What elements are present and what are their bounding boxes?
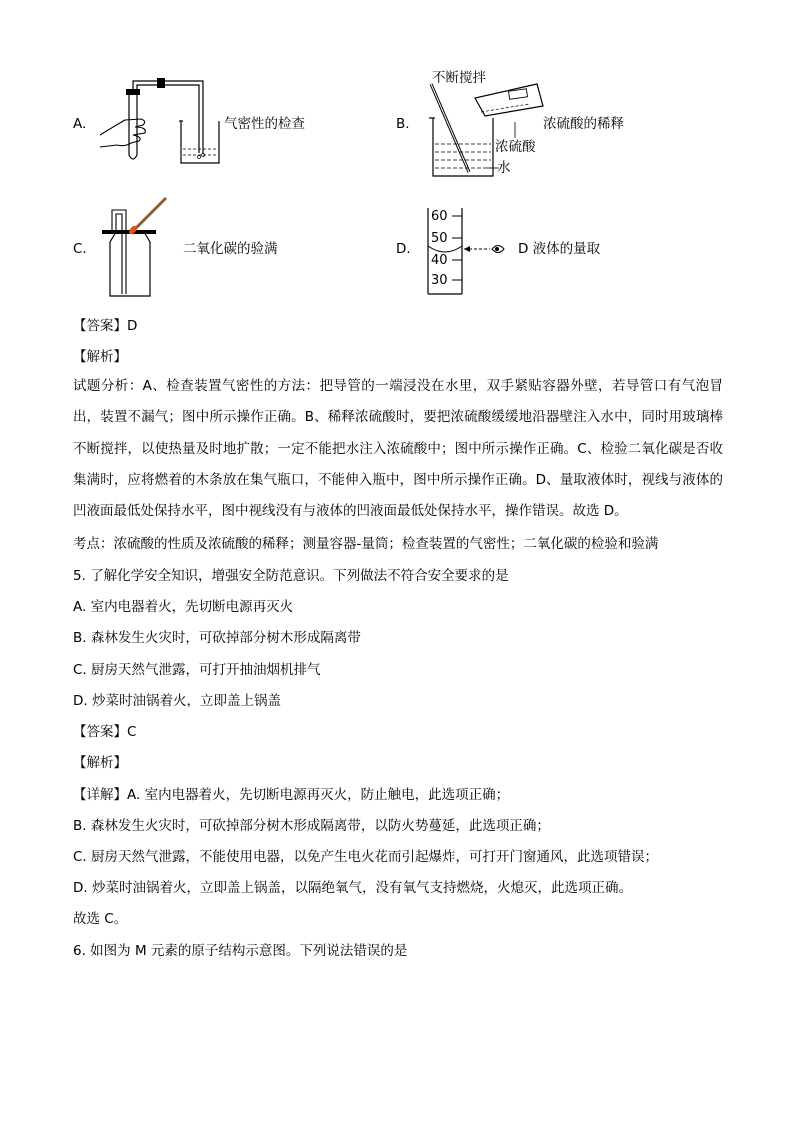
figure-a-caption: 气密性的检查 <box>224 116 305 132</box>
q5-stem: 5. 了解化学安全知识，增强安全防范意识。下列做法不符合安全要求的是 <box>73 568 509 584</box>
q5-detail-b: B. 森林发生火灾时，可砍掉部分树木形成隔离带，以防火势蔓延，此选项正确； <box>73 818 550 834</box>
scale-label-60: 60 <box>431 209 448 224</box>
option-d-letter: D. <box>396 241 411 257</box>
figure-d-caption: D 液体的量取 <box>518 241 601 257</box>
q5-option-a: A. 室内电器着火，先切断电源再灭火 <box>73 599 294 615</box>
figure-b-water-label: 水 <box>497 160 511 176</box>
scale-label-40: 40 <box>431 253 448 268</box>
dilution-figure <box>425 82 545 182</box>
q5-option-b: B. 森林发生火灾时，可砍掉部分树木形成隔离带 <box>73 630 361 646</box>
option-c-letter: C. <box>73 241 87 257</box>
q4-kaodian: 考点：浓硫酸的性质及浓硫酸的稀释；测量容器-量筒；检查装置的气密性；二氧化碳的检验和验满 <box>73 536 659 552</box>
option-a-letter: A. <box>73 116 87 132</box>
q5-option-c: C. 厨房天然气泄露，可打开抽油烟机排气 <box>73 662 321 678</box>
q6-stem: 6. 如图为 M 元素的原子结构示意图。下列说法错误的是 <box>73 943 408 959</box>
q5-conclusion: 故选 C。 <box>73 911 128 927</box>
q4-analysis-text: 试题分析：A、检查装置气密性的方法：把导管的一端浸没在水里，双手紧贴容器外壁，若导管口有气泡冒出，装置不漏气；图中所示操作正确。B、稀释浓硫酸时，要把浓硫酸缓缓地沿器壁注入水中，同时用玻璃棒不断搅拌，以使热量及时地扩散；一定不能把水注入浓硫酸中；图中所示操作正确。C、检验二氧化碳是否收集满时，应将燃着的木条放在集气瓶口，不能伸入瓶中，图中所示操作正确。D、量取液体时，视线与液体的凹液面最低处保持水平，图中视线没有与液体的凹液面最低处保持水平，操作错误。故选 D。 <box>73 378 723 520</box>
figure-c-caption: 二氧化碳的验满 <box>183 241 278 257</box>
scale-label-30: 30 <box>431 273 448 288</box>
airtightness-figure <box>95 75 225 170</box>
q4-analysis-title: 【解析】 <box>73 349 127 365</box>
q5-detail-a: 【详解】A. 室内电器着火，先切断电源再灭火，防止触电，此选项正确； <box>73 787 510 803</box>
option-b-letter: B. <box>396 116 410 132</box>
figure-b-caption: 浓硫酸的稀释 <box>543 116 624 132</box>
q5-detail-d: D. 炒菜时油锅着火，立即盖上锅盖，以隔绝氧气，没有氧气支持燃烧，火熄灭，此选项正确。 <box>73 880 632 896</box>
q5-detail-c: C. 厨房天然气泄露，不能使用电器，以免产生电火花而引起爆炸，可打开门窗通风，此选项错误； <box>73 849 659 865</box>
figure-b-stir-label: 不断搅拌 <box>432 70 486 86</box>
scale-label-50: 50 <box>431 231 448 246</box>
q5-answer: 【答案】C <box>73 724 137 740</box>
q5-analysis-title: 【解析】 <box>73 755 127 771</box>
q4-answer: 【答案】D <box>73 318 138 334</box>
figure-b-acid-label: 浓硫酸 <box>495 139 536 155</box>
q5-option-d: D. 炒菜时油锅着火，立即盖上锅盖 <box>73 693 281 709</box>
co2-check-figure <box>98 196 178 302</box>
